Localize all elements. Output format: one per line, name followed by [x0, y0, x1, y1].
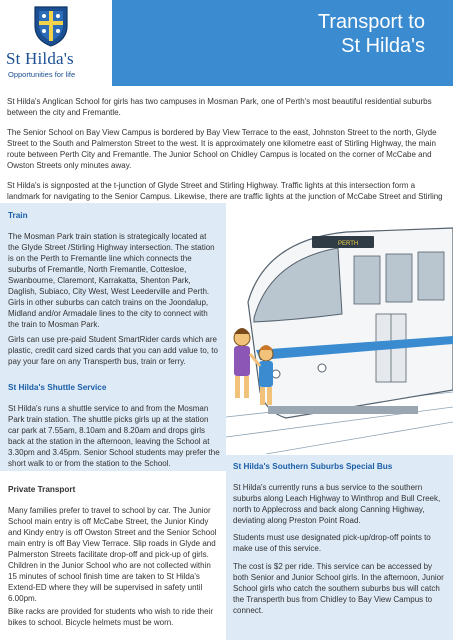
intro-paragraph: The Senior School on Bay View Campus is bordered by Bay View Terrace to the east, Johnston Street to the north, Glyde Street to the South and Palmerston Street to the west. It is approximately one kilometre east of Stirling Highway, the main route between Perth City and Fremantle. The Junior School on Chidley Campus is located on the corner of McCabe and Owston Streets only minutes away. [7, 128, 437, 170]
southern-heading: St Hilda's Southern Suburbs Special Bus [233, 462, 393, 471]
train-paragraph: The Mosman Park train station is strategically located at the Glyde Street /Stirling Highway intersection. The station is on the Perth to Fremantle line which connects the suburbs of Fremantle, North Fremantle, Cottesloe, Swanbourne, Claremont, Karrakatta, Shenton Park, Daglish, Subiaco, City West, West Leederville and Perth. Girls in other suburbs can catch trains on the Joondalup, Midland and/or Armadale lines to the city to connect with the train to Mosman Park. [8, 232, 215, 329]
title-banner [112, 0, 453, 86]
train-heading: Train [8, 211, 28, 220]
intro-paragraph: St Hilda's Anglican School for girls has two campuses in Mosman Park, one of Perth's most beautiful residential suburbs between the city and Fremantle. [7, 97, 432, 117]
bike-paragraph: Bike racks are provided for students who wish to ride their bikes to school. Bicycle helmets must be worn. [8, 607, 213, 627]
page-header [0, 0, 453, 86]
school-logo [0, 0, 112, 86]
southern-paragraph: St Hilda's currently runs a bus service to the southern suburbs along Leach Highway to Winthrop and Bull Creek, north to Applecross and back along Canning Highway, deviating along Preston Point Road. [233, 483, 441, 525]
destination-sign: PERTH [338, 241, 359, 247]
train-illustration [226, 222, 453, 454]
intro-paragraph: St Hilda's is signposted at the t-junction of Glyde Street and Stirling Highway. Traffic lights at this intersection form a landmark for navigating to the Senior Campus. Likewise, there are traffic lights at the junction of McCabe Street and Stirling [7, 181, 443, 201]
private-paragraph: Many families prefer to travel to school by car. The Junior School main entry is off McCabe Street, the Junior Kindy and Kindy entry is off Owston Street and the Senior School main entry is off Bay View Terrace. Slip roads in Glyde and Palmerston Streets facilitate drop-off and pick-up of girls. Children in the Junior School who are not collected within 15 minutes of school finish time are taken to St Hilda's Extend-ED where they will be supervised in safety until 6.00pm. [8, 506, 217, 603]
school-name: St Hilda's [6, 49, 74, 68]
title-line-2: St Hilda's [341, 35, 425, 57]
title-line-1: Transport to [317, 11, 425, 33]
private-heading: Private Transport [8, 485, 76, 494]
page-title [275, 10, 425, 58]
crest-icon [32, 4, 70, 48]
pickup-paragraph: Students must use designated pick-up/drop-off points to make use of this service. [233, 533, 431, 553]
shuttle-heading: St Hilda's Shuttle Service [8, 383, 107, 392]
school-tagline: Opportunities for life [8, 70, 76, 79]
smartrider-paragraph: Girls can use pre-paid Student SmartRider cards which are plastic, credit card sized cards that you can add value to, to pay your fare on any Transperth bus, train or ferry. [8, 335, 218, 366]
cost-paragraph: The cost is $2 per ride. This service can be accessed by both Senior and Junior School girls. In the afternoon, Junior School girls who catch the southern suburbs bus will catch the Transperth bus from Chidley to Bay View Campus to connect. [233, 562, 444, 615]
shuttle-paragraph: St Hilda's runs a shuttle service to and from the Mosman Park train station. The shuttle picks girls up at the station car park at 7.55am, 8.10am and 8.20am and drops girls back at the station in the afternoon, leaving the School at 3.30pm and 3.45pm. Senior School students may prefer the short walk to or from the station to the School. [8, 404, 220, 468]
